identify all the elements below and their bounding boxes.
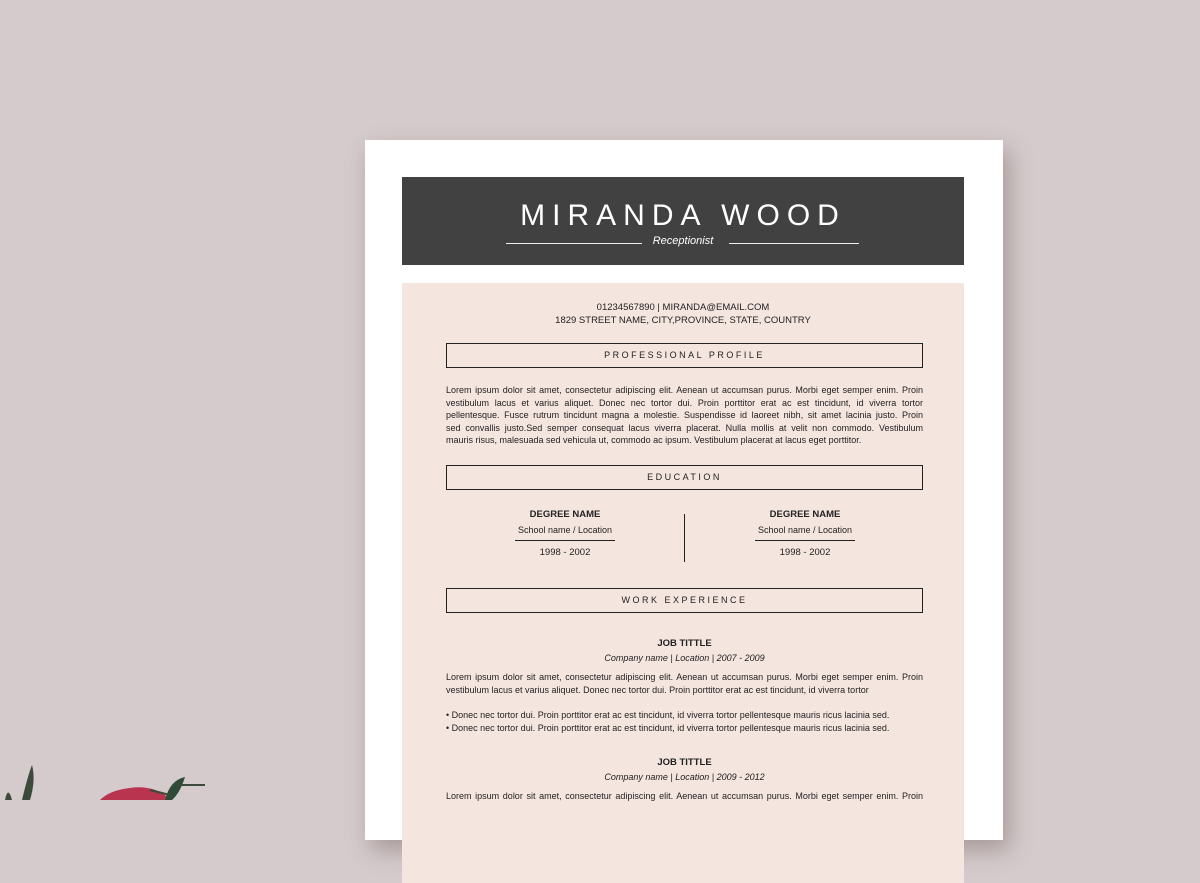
section-work-experience: WORK EXPERIENCE — [446, 588, 923, 613]
section-professional-profile: PROFESSIONAL PROFILE — [446, 343, 923, 368]
contact-info — [402, 301, 964, 327]
text-line: Lorem ipsum dolor sit amet, consectetur adipiscing elit. Aenean ut accumsan purus. Morbi eget semper enim. Proin — [446, 672, 923, 682]
section-education: EDUCATION — [446, 465, 923, 490]
text-line: sed convallis justo.Sed semper consequat lacus viverra placerat. Nulla mollis at velit non commodo. Vestibulum — [446, 422, 923, 433]
school-name: School name / Location — [755, 525, 855, 541]
profile-text — [446, 384, 923, 447]
divider — [729, 243, 859, 244]
contact-address: 1829 STREET NAME, CITY,PROVINCE, STATE, COUNTRY — [555, 315, 811, 326]
bullet-item: • Donec nec tortor dui. Proin porttitor erat ac est tincidunt, id viverra tortor pellentesque mauris ricus lacinia sed. — [446, 722, 890, 733]
job-title: JOB TITTLE — [657, 638, 712, 649]
flower-decoration — [0, 755, 260, 800]
education-entry — [495, 509, 635, 558]
job-description — [446, 671, 923, 734]
resume-body — [402, 283, 964, 883]
degree-name: DEGREE NAME — [769, 509, 841, 520]
text-line: vestibulum lacus et varius aliquet. Donec nec tortor dui. Proin porttitor erat ac est tincidunt, id viverra tortor — [446, 397, 923, 408]
text-line: mauris risus, malesuada sed vehicula ut, commodo ac ipsum. Vestibulum placerat at lacus eget porttitor. — [446, 435, 862, 445]
text-line: Lorem ipsum dolor sit amet, consectetur adipiscing elit. Aenean ut accumsan purus. Morbi eget semper enim. Proin — [446, 385, 923, 395]
candidate-name: MIRANDA WOOD — [520, 199, 846, 232]
education-years: 1998 - 2002 — [779, 547, 831, 558]
candidate-role: Receptionist — [652, 235, 714, 247]
contact-phone-email: 01234567890 | MIRANDA@EMAIL.COM — [596, 302, 770, 313]
job-company: Company name | Location | 2007 - 2009 — [604, 653, 765, 663]
bullet-item: • Donec nec tortor dui. Proin porttitor erat ac est tincidunt, id viverra tortor pellentesque mauris ricus lacinia sed. — [446, 710, 890, 720]
divider — [684, 514, 685, 562]
education-years: 1998 - 2002 — [539, 547, 591, 558]
resume-sheet — [365, 140, 1003, 840]
job-company: Company name | Location | 2009 - 2012 — [604, 772, 765, 782]
text-line: pellentesque. Fusce rutrum tincidunt magna a molestie. Suspendisse id laoreet nibh, sit amet lacinia justo. Proin — [446, 410, 923, 420]
text-line: vestibulum lacus et varius aliquet. Donec nec tortor dui. Proin porttitor erat ac est tincidunt, id viverra tortor — [446, 684, 869, 695]
job-title: JOB TITTLE — [657, 757, 712, 768]
job-entry — [446, 757, 923, 782]
text-line: Lorem ipsum dolor sit amet, consectetur adipiscing elit. Aenean ut accumsan purus. Morbi eget semper enim. Proin — [446, 791, 923, 801]
job-entry — [446, 638, 923, 663]
school-name: School name / Location — [515, 525, 615, 541]
education-entry — [735, 509, 875, 558]
job-description — [446, 790, 923, 803]
degree-name: DEGREE NAME — [529, 509, 601, 520]
resume-header — [402, 177, 964, 265]
